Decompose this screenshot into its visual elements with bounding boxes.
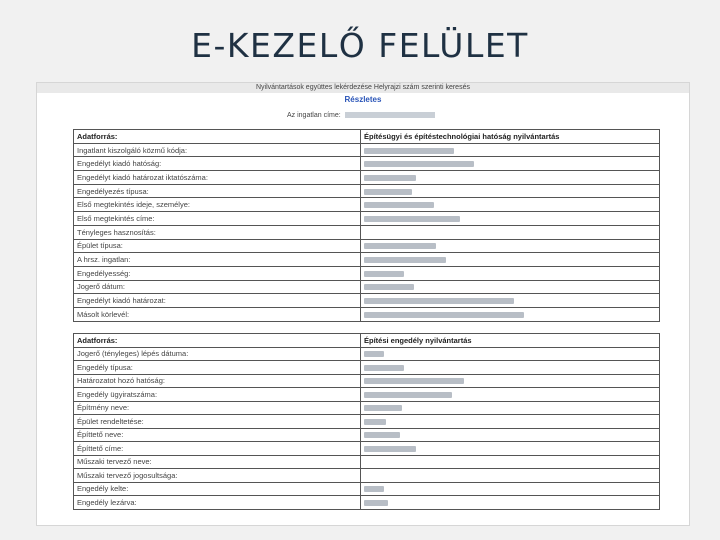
redacted-value — [364, 500, 388, 506]
row-value — [361, 184, 660, 198]
row-value — [361, 280, 660, 294]
redacted-value — [364, 161, 474, 167]
redacted-value — [364, 365, 404, 371]
table-row — [74, 294, 660, 308]
table-row — [74, 442, 660, 456]
row-value — [361, 361, 660, 375]
row-value — [361, 239, 660, 253]
table-row — [74, 496, 660, 510]
row-label: Építtető címe: — [74, 442, 361, 456]
row-label: Másolt körlevél: — [74, 307, 361, 321]
row-value — [361, 401, 660, 415]
table-row — [74, 143, 660, 157]
row-label: Engedély lezárva: — [74, 496, 361, 510]
row-value — [361, 482, 660, 496]
redacted-value — [364, 202, 434, 208]
row-value — [361, 198, 660, 212]
panel-heading: Részletes — [344, 95, 382, 104]
row-label: Határozatot hozó hatóság: — [74, 374, 361, 388]
slide-title: E-KEZELŐ FELÜLET — [191, 26, 529, 65]
row-label: Jogerő (tényleges) lépés dátuma: — [74, 347, 361, 361]
redacted-value — [364, 243, 436, 249]
table-row — [74, 184, 660, 198]
redacted-value — [364, 148, 454, 154]
row-label: Építtető neve: — [74, 428, 361, 442]
redacted-value — [364, 284, 414, 290]
row-label: Engedélyesség: — [74, 266, 361, 280]
row-label: Engedélyt kiadó határozat: — [74, 294, 361, 308]
row-value — [361, 143, 660, 157]
row-value — [361, 253, 660, 267]
table-row — [74, 374, 660, 388]
row-label: Tényleges hasznosítás: — [74, 225, 361, 239]
row-label: Engedélyezés típusa: — [74, 184, 361, 198]
epitesi-engedely-table — [73, 333, 660, 510]
table-row — [74, 347, 660, 361]
row-value — [361, 157, 660, 171]
table-row — [74, 280, 660, 294]
table-row — [74, 253, 660, 267]
table-row — [74, 482, 660, 496]
row-value — [361, 171, 660, 185]
row-value — [361, 374, 660, 388]
table-row — [74, 225, 660, 239]
table-row — [74, 198, 660, 212]
table-row — [74, 307, 660, 321]
table-row — [74, 415, 660, 429]
row-value — [361, 225, 660, 239]
header-source: Építési engedély nyilvántartás — [361, 334, 660, 348]
table-header-row — [74, 334, 660, 348]
header-source: Építésügyi és építéstechnológiai hatóság nyilvántartás — [361, 130, 660, 144]
row-label: Első megtekintés címe: — [74, 212, 361, 226]
row-value — [361, 388, 660, 402]
row-value — [361, 428, 660, 442]
redacted-value — [364, 432, 400, 438]
row-value — [361, 307, 660, 321]
row-label: Műszaki tervező jogosultsága: — [74, 469, 361, 483]
redacted-value — [364, 189, 412, 195]
table-row — [74, 401, 660, 415]
row-label: Engedély típusa: — [74, 361, 361, 375]
redacted-value — [364, 419, 386, 425]
redacted-value — [364, 216, 460, 222]
table-row — [74, 157, 660, 171]
row-label: Műszaki tervező neve: — [74, 455, 361, 469]
table-row — [74, 428, 660, 442]
row-value — [361, 347, 660, 361]
table-row — [74, 455, 660, 469]
row-label: A hrsz. ingatlan: — [74, 253, 361, 267]
row-label: Első megtekintés ideje, személye: — [74, 198, 361, 212]
row-label: Engedély ügyiratszáma: — [74, 388, 361, 402]
row-value — [361, 266, 660, 280]
row-label: Épület típusa: — [74, 239, 361, 253]
row-label: Ingatlant kiszolgáló közmű kódja: — [74, 143, 361, 157]
table-row — [74, 388, 660, 402]
table-row — [74, 239, 660, 253]
row-label: Engedély kelte: — [74, 482, 361, 496]
row-label: Építmény neve: — [74, 401, 361, 415]
address-value — [345, 112, 435, 118]
row-value — [361, 496, 660, 510]
interface-screenshot — [36, 82, 690, 526]
row-value — [361, 212, 660, 226]
address-label: Az ingatlan címe: — [287, 112, 341, 119]
redacted-value — [364, 405, 402, 411]
row-label: Engedélyt kiadó hatóság: — [74, 157, 361, 171]
header-label: Adatforrás: — [74, 130, 361, 144]
row-value — [361, 455, 660, 469]
menu-bar[interactable]: Nyilvántartások együttes lekérdezése Helyrajzi szám szerinti keresés — [37, 83, 689, 93]
hatosag-table — [73, 129, 660, 322]
row-value — [361, 415, 660, 429]
address-row — [287, 112, 435, 119]
redacted-value — [364, 378, 464, 384]
header-label: Adatforrás: — [74, 334, 361, 348]
row-value — [361, 469, 660, 483]
redacted-value — [364, 446, 416, 452]
row-label: Jogerő dátum: — [74, 280, 361, 294]
redacted-value — [364, 175, 416, 181]
redacted-value — [364, 298, 514, 304]
redacted-value — [364, 392, 452, 398]
table-row — [74, 212, 660, 226]
table-row — [74, 266, 660, 280]
redacted-value — [364, 271, 404, 277]
row-label: Épület rendeltetése: — [74, 415, 361, 429]
redacted-value — [364, 351, 384, 357]
redacted-value — [364, 486, 384, 492]
table-header-row — [74, 130, 660, 144]
row-label: Engedélyt kiadó határozat iktatószáma: — [74, 171, 361, 185]
row-value — [361, 442, 660, 456]
table-row — [74, 469, 660, 483]
redacted-value — [364, 312, 524, 318]
table-row — [74, 361, 660, 375]
redacted-value — [364, 257, 446, 263]
row-value — [361, 294, 660, 308]
table-row — [74, 171, 660, 185]
